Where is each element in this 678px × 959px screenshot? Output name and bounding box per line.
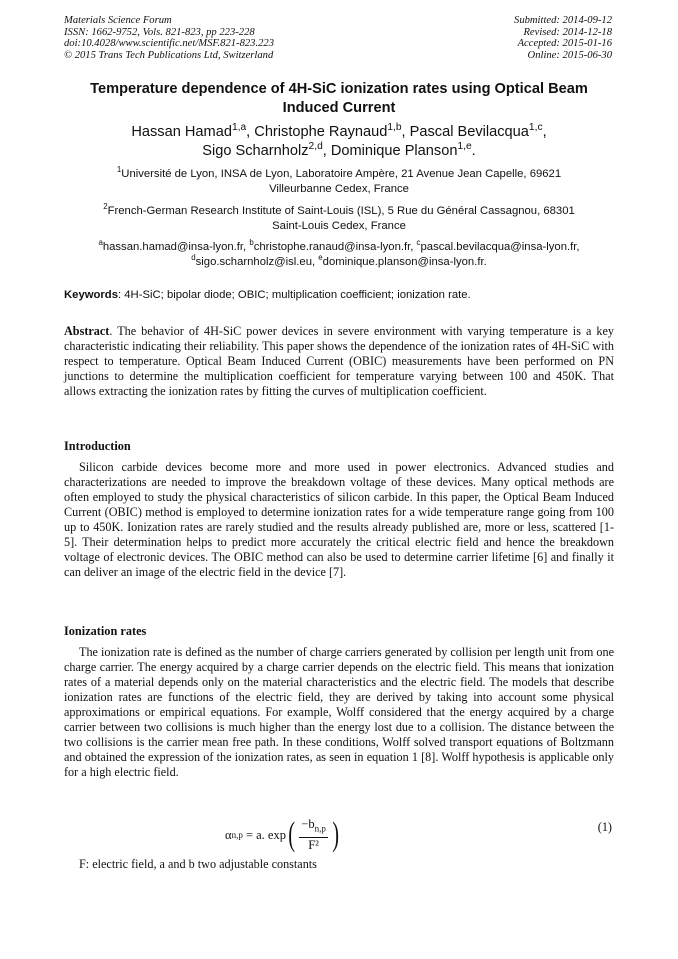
revised-date: Revised: 2014-12-18 [523, 26, 612, 38]
online-date: Online: 2015-06-30 [527, 49, 612, 61]
equation-rhs: = a. exp [242, 827, 286, 842]
affiliation-1: $^1$Université de Lyon, INSA de Lyon, Laboratoire Ampère, 21 Avenue Jean Capelle, 69621 Villeurbanne Cedex, France [116, 165, 562, 195]
paper-title [50, 80, 628, 118]
equation-denominator: F² [308, 837, 319, 852]
author-line-1: Hassan Hamad$^{1,a}$, Christophe Raynaud$^{1,b}$, Pascal Bevilacqua$^{1,c}$, [131, 122, 547, 140]
author-affil-sup: 1,e [457, 141, 472, 153]
left-paren: ( [288, 816, 296, 853]
equation-1 [225, 812, 341, 858]
equation-lhs: α [225, 827, 232, 842]
keywords-label: Keywords [64, 289, 118, 301]
abstract [64, 324, 614, 399]
email-link[interactable]: dominique.planson@insa-lyon.fr. [322, 256, 487, 268]
keywords [64, 289, 471, 301]
section-heading-introduction: Introduction [64, 439, 131, 453]
author-name: Dominique Planson [330, 143, 458, 159]
author-list [60, 123, 618, 161]
title-line-1: Temperature dependence of 4H-SiC ionization rates using Optical Beam [90, 81, 588, 97]
equation-numerator: $-b_{n,p}$ [299, 817, 328, 838]
email-link[interactable]: pascal.bevilacqua@insa-lyon.fr, [420, 241, 580, 253]
introduction-paragraph: Silicon carbide devices become more and more used in power electronics. Advanced studies and characterizations are needed to improve the breakdown voltage of these devices. Many optical methods are often employed to study the physical characteristics of silicon carbide. In this paper, the Optical Beam Induced Current (OBIC) method is employed to determine ionization rates for a wide temperature range going from 100 up to 450K. Ionization rates are rarely studied and the results already published are, more or less, scattered [1-5]. Their determination helps to predict more accurately the critical electric field and hence the breakdown voltage of electronic devices. The OBIC method can also be used to determine carrier lifetime [6] and finally it can deliver an image of the electric field in the device [7]. [64, 460, 614, 579]
section-heading-ionization-rates: Ionization rates [64, 624, 147, 638]
author-affil-sup: 1,a [231, 122, 247, 134]
equation-lhs-sub: n,p [231, 830, 243, 840]
accepted-date: Accepted: 2015-01-16 [517, 38, 612, 49]
journal-doi: doi:10.4028/www.scientific.net/MSF.821-823.223 [64, 38, 274, 49]
title-line-2: Induced Current [282, 100, 396, 116]
author-affil-sup: 1,b [387, 122, 402, 134]
abstract-label: Abstract [64, 324, 110, 338]
submission-dates [514, 15, 612, 61]
equation-constants: F: electric field, a and b two adjustable constants [79, 857, 317, 871]
journal-copyright: © 2015 Trans Tech Publications Ltd, Switzerland [64, 49, 274, 61]
journal-issn: ISSN: 1662-9752, Vols. 821-823, pp 223-228 [64, 26, 255, 38]
journal-info [64, 15, 274, 61]
email-link[interactable]: hassan.hamad@insa-lyon.fr, [102, 241, 250, 253]
journal-name: Materials Science Forum [64, 15, 172, 26]
author-line-2: Sigo Scharnholz$^{2,d}$, Dominique Planson$^{1,e}$. [202, 141, 476, 159]
author-name: Pascal Bevilacqua [409, 124, 529, 140]
author-affil-sup: 1,c [528, 122, 543, 134]
submitted-date: Submitted: 2014-09-12 [514, 15, 612, 26]
ionization-paragraph: The ionization rate is defined as the number of charge carriers generated by collision per length unit from one charge carrier. The energy acquired by a charge carrier depends on the electric field. This means that ionization rates of a material depends only on the material characteristics and the electric field. The models that describe ionization rates are functions of the electric field, they are derived by taking into account some physical approximations or empirical equations. For example, Wolff considered that the energy acquired by a charge carrier between two collisions is much higher than the energy lost due to a collision. The distance between the two collisions is the carrier mean free path. In these conditions, Wolff solved transport equations of Boltzmann and obtained the expression of the ionization rates, as seen in equation 1 [8]. Wolff hypothesis is applicable only for a high electric field. [64, 645, 614, 779]
keywords-text: : 4H-SiC; bipolar diode; OBIC; multiplication coefficient; ionization rate. [118, 289, 471, 301]
author-affil-sup: 2,d [308, 141, 323, 153]
author-name: Christophe Raynaud [254, 124, 388, 140]
email-link[interactable]: sigo.scharnholz@isl.eu, [195, 256, 319, 268]
equation-fraction [299, 817, 328, 853]
affiliation-2: $^2$French-German Research Institute of Saint-Louis (ISL), 5 Rue du Général Cassagnou, 68301 Saint-Louis Cedex, France [103, 202, 575, 232]
right-paren: ) [332, 816, 339, 853]
author-name: Sigo Scharnholz [202, 143, 309, 159]
equation-number: (1) [597, 820, 612, 834]
author-name: Hassan Hamad [131, 124, 232, 140]
abstract-text: . The behavior of 4H-SiC power devices in severe environment with varying temperature is a key characteristic indicating their reliability. This paper shows the dependence of the ionization rates of 4H-SiC with respect to temperature. Optical Beam Induced Current (OBIC) measurements have been performed on PN junctions to determine the multiplication coefficient for temperature varying between 100 and 450K. That allows extracting the ionization rates by fitting the curves of multiplication coefficient. [64, 324, 614, 398]
author-emails: $^a$hassan.hamad@insa-lyon.fr, $^b$christophe.ranaud@insa-lyon.fr, $^c$pascal.bevilacqua@insa-lyon.fr, $^d$sigo.scharnholz@isl.eu, $^e$dominique.planson@insa-lyon.fr. [98, 238, 580, 268]
email-link[interactable]: christophe.ranaud@insa-lyon.fr, [253, 241, 417, 253]
